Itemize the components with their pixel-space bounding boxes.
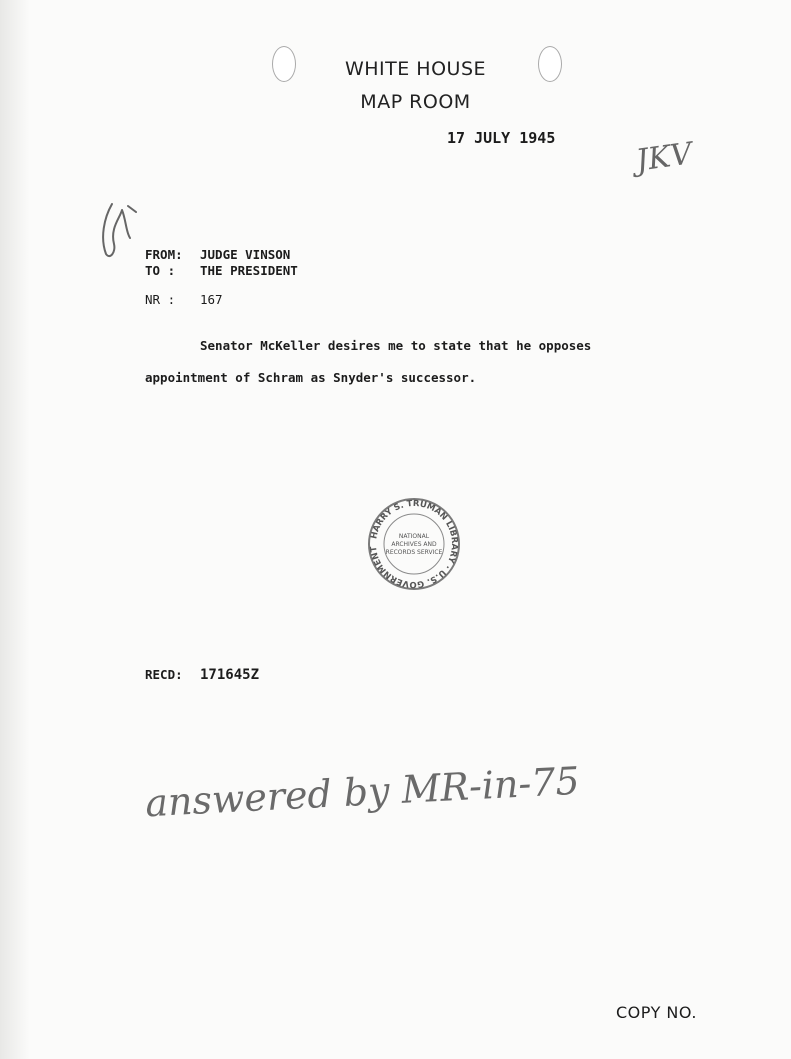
archives-stamp bbox=[364, 494, 464, 594]
message-line-2: appointment of Schram as Snyder's successor. bbox=[145, 370, 477, 385]
from-label: FROM: bbox=[145, 247, 183, 262]
header-map-room: MAP ROOM bbox=[360, 91, 471, 113]
svg-text:NATIONAL: NATIONAL bbox=[398, 533, 430, 540]
handwritten-initial-mark bbox=[92, 198, 142, 264]
message-line-1: Senator McKeller desires me to state that he opposes bbox=[200, 338, 592, 353]
nr-value: 167 bbox=[200, 292, 223, 307]
nr-label: NR : bbox=[145, 292, 176, 307]
copy-number-label: COPY NO. bbox=[616, 1003, 697, 1022]
to-value: THE PRESIDENT bbox=[200, 263, 298, 278]
received-value: 171645Z bbox=[200, 667, 260, 683]
from-value: JUDGE VINSON bbox=[200, 247, 291, 262]
handwritten-annotation: answered by MR-in-75 bbox=[144, 758, 581, 826]
header-white-house: WHITE HOUSE bbox=[344, 58, 487, 80]
svg-text:RECORDS SERVICE: RECORDS SERVICE bbox=[385, 549, 443, 556]
handwritten-initials-jkv: JKV bbox=[633, 136, 695, 179]
svg-text:ARCHIVES AND: ARCHIVES AND bbox=[391, 541, 437, 548]
document-date: 17 JULY 1945 bbox=[447, 129, 556, 147]
svg-text:HARRY S. TRUMAN LIBRARY · U.S.: HARRY S. TRUMAN LIBRARY · U.S. GOVERNMENT bbox=[368, 498, 460, 590]
received-label: RECD: bbox=[145, 667, 183, 682]
to-label: TO : bbox=[145, 263, 176, 278]
page-edge-shadow bbox=[0, 0, 30, 1059]
